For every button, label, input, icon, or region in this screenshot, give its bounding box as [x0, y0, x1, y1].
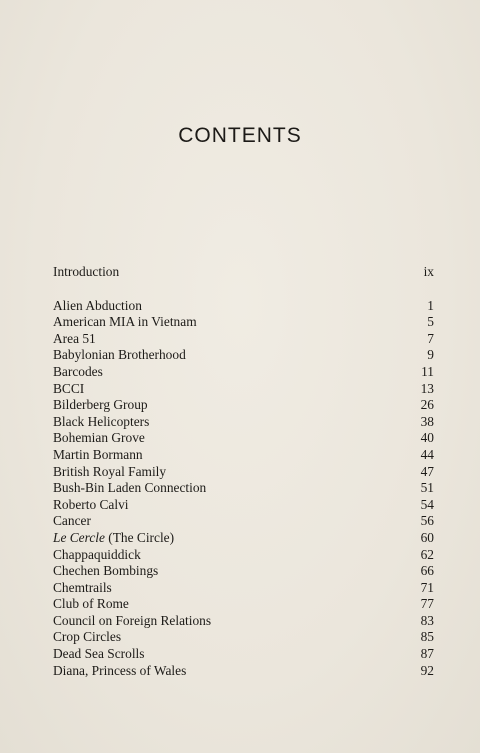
toc-entry [53, 397, 434, 414]
toc-entry [53, 464, 434, 481]
toc-entry [53, 314, 434, 331]
toc-entry-page: 9 [427, 347, 434, 363]
toc-entry-page: 7 [427, 330, 434, 346]
toc-entry [53, 264, 434, 281]
toc-entry-label: Alien Abduction [53, 297, 142, 313]
toc-entry-page: 77 [420, 596, 434, 612]
toc-entry [53, 547, 434, 564]
toc-entry [53, 497, 434, 514]
toc-entry-page: 62 [420, 546, 434, 562]
toc-entry-label: Bohemian Grove [53, 430, 145, 446]
toc-entry-label: Chechen Bombings [53, 563, 159, 579]
toc-entry [53, 530, 434, 547]
toc-entry-page: 87 [420, 646, 434, 662]
toc-entry-label-italic: Le Cercle [53, 529, 105, 545]
toc-entry [53, 580, 434, 597]
toc-entry [53, 596, 434, 613]
toc-entry-label: Black Helicopters [53, 413, 150, 429]
toc-entry [53, 663, 434, 680]
toc-entry-label: Council on Foreign Relations [53, 612, 212, 628]
toc-entry [53, 447, 434, 464]
toc-entry-page: 60 [420, 529, 434, 545]
toc-entry [53, 646, 434, 663]
toc-entry-page: 83 [420, 612, 434, 628]
toc-entry-page: 71 [420, 579, 434, 595]
toc-entry [53, 513, 434, 530]
toc-entry-label: American MIA in Vietnam [53, 314, 197, 330]
toc-entry [53, 563, 434, 580]
toc-entry [53, 331, 434, 348]
toc-entry [53, 414, 434, 431]
table-of-contents [53, 264, 434, 679]
page-title: CONTENTS [178, 124, 302, 147]
toc-entry-page: 5 [427, 314, 434, 330]
toc-entry-page: 47 [420, 463, 434, 479]
toc-entry-label: Dead Sea Scrolls [53, 646, 145, 662]
toc-entry [53, 298, 434, 315]
toc-entry-page: 13 [420, 380, 434, 396]
toc-entry [53, 613, 434, 630]
toc-entry [53, 364, 434, 381]
toc-entry-label: Cancer [53, 513, 91, 529]
toc-entry-label: Barcodes [53, 363, 103, 379]
toc-entry-page: 40 [420, 430, 434, 446]
toc-entry-label-rest: (The Circle) [104, 529, 175, 545]
toc-entry-label: Chemtrails [53, 579, 112, 595]
toc-entry-label: Club of Rome [53, 596, 129, 612]
toc-entry-page: ix [423, 264, 434, 279]
toc-entry-label: Roberto Calvi [53, 496, 129, 512]
toc-entry-page: 51 [420, 480, 434, 496]
toc-entry-label: British Royal Family [53, 463, 167, 479]
toc-entry [53, 430, 434, 447]
toc-entry [53, 480, 434, 497]
toc-entry-label: Babylonian Brotherhood [53, 347, 186, 363]
toc-entry [53, 381, 434, 398]
toc-entry-label: Crop Circles [53, 629, 122, 645]
toc-entry-page: 1 [427, 297, 434, 313]
toc-entry-page: 85 [420, 629, 434, 645]
toc-entry [53, 629, 434, 646]
toc-entry-page: 11 [421, 363, 434, 379]
toc-entry [53, 347, 434, 364]
toc-entry-label: Introduction [53, 264, 120, 279]
toc-entry-label: Area 51 [53, 330, 96, 346]
toc-entry-label: BCCI [53, 380, 85, 396]
toc-entry-label: Diana, Princess of Wales [53, 662, 187, 678]
toc-entry-page: 44 [420, 446, 434, 462]
toc-entry-page: 66 [420, 563, 434, 579]
toc-entry-page: 56 [420, 513, 434, 529]
toc-entry-page: 92 [420, 662, 434, 678]
toc-entry-page: 54 [420, 496, 434, 512]
toc-entry-label: Martin Bormann [53, 446, 143, 462]
toc-entry-label: Bilderberg Group [53, 397, 148, 413]
toc-entry-label [53, 530, 174, 547]
toc-entry-page: 26 [420, 397, 434, 413]
toc-entry-label: Bush-Bin Laden Connection [53, 480, 207, 496]
toc-entry-page: 38 [420, 413, 434, 429]
toc-entry-label: Chappaquiddick [53, 546, 141, 562]
